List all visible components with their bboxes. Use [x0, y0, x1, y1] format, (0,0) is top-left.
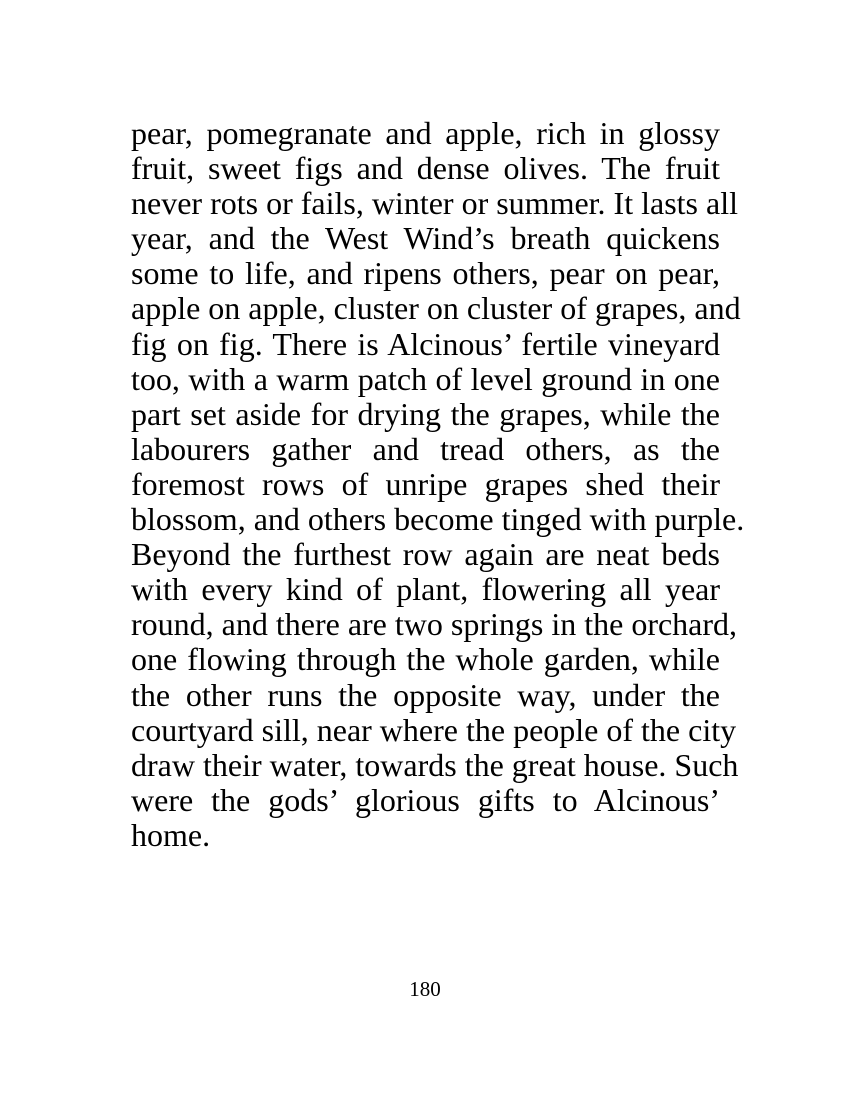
text-line: too, with a warm patch of level ground in one	[131, 360, 720, 397]
text-line: foremost rows of unripe grapes shed their	[131, 465, 720, 502]
text-line: round, and there are two springs in the orchard,	[131, 606, 738, 643]
text-line: courtyard sill, near where the people of the city	[131, 711, 737, 748]
text-line: the other runs the opposite way, under the	[131, 676, 720, 713]
page-number: 180	[409, 977, 441, 1001]
text-line: never rots or fails, winter or summer. It lasts all	[131, 185, 738, 222]
text-line: some to life, and ripens others, pear on pear,	[131, 255, 720, 292]
text-line: year, and the West Wind’s breath quickens	[131, 220, 720, 257]
text-line-last: home.	[131, 816, 211, 853]
text-line: Beyond the furthest row again are neat beds	[131, 536, 720, 573]
text-line: blossom, and others become tinged with purple.	[131, 501, 745, 538]
text-line: labourers gather and tread others, as the	[131, 430, 720, 467]
text-line: fruit, sweet figs and dense olives. The fruit	[131, 150, 720, 187]
body-paragraph	[131, 115, 745, 853]
text-line: pear, pomegranate and apple, rich in glossy	[131, 115, 720, 151]
text-line: draw their water, towards the great house. Such	[131, 746, 739, 783]
text-line: were the gods’ glorious gifts to Alcinous’	[131, 781, 720, 818]
text-line: one flowing through the whole garden, while	[131, 641, 720, 678]
text-line: fig on fig. There is Alcinous’ fertile vineyard	[131, 325, 720, 362]
text-line: apple on apple, cluster on cluster of grapes, and	[131, 290, 741, 327]
text-line: part set aside for drying the grapes, while the	[131, 395, 720, 432]
text-line: with every kind of plant, flowering all year	[131, 571, 720, 608]
